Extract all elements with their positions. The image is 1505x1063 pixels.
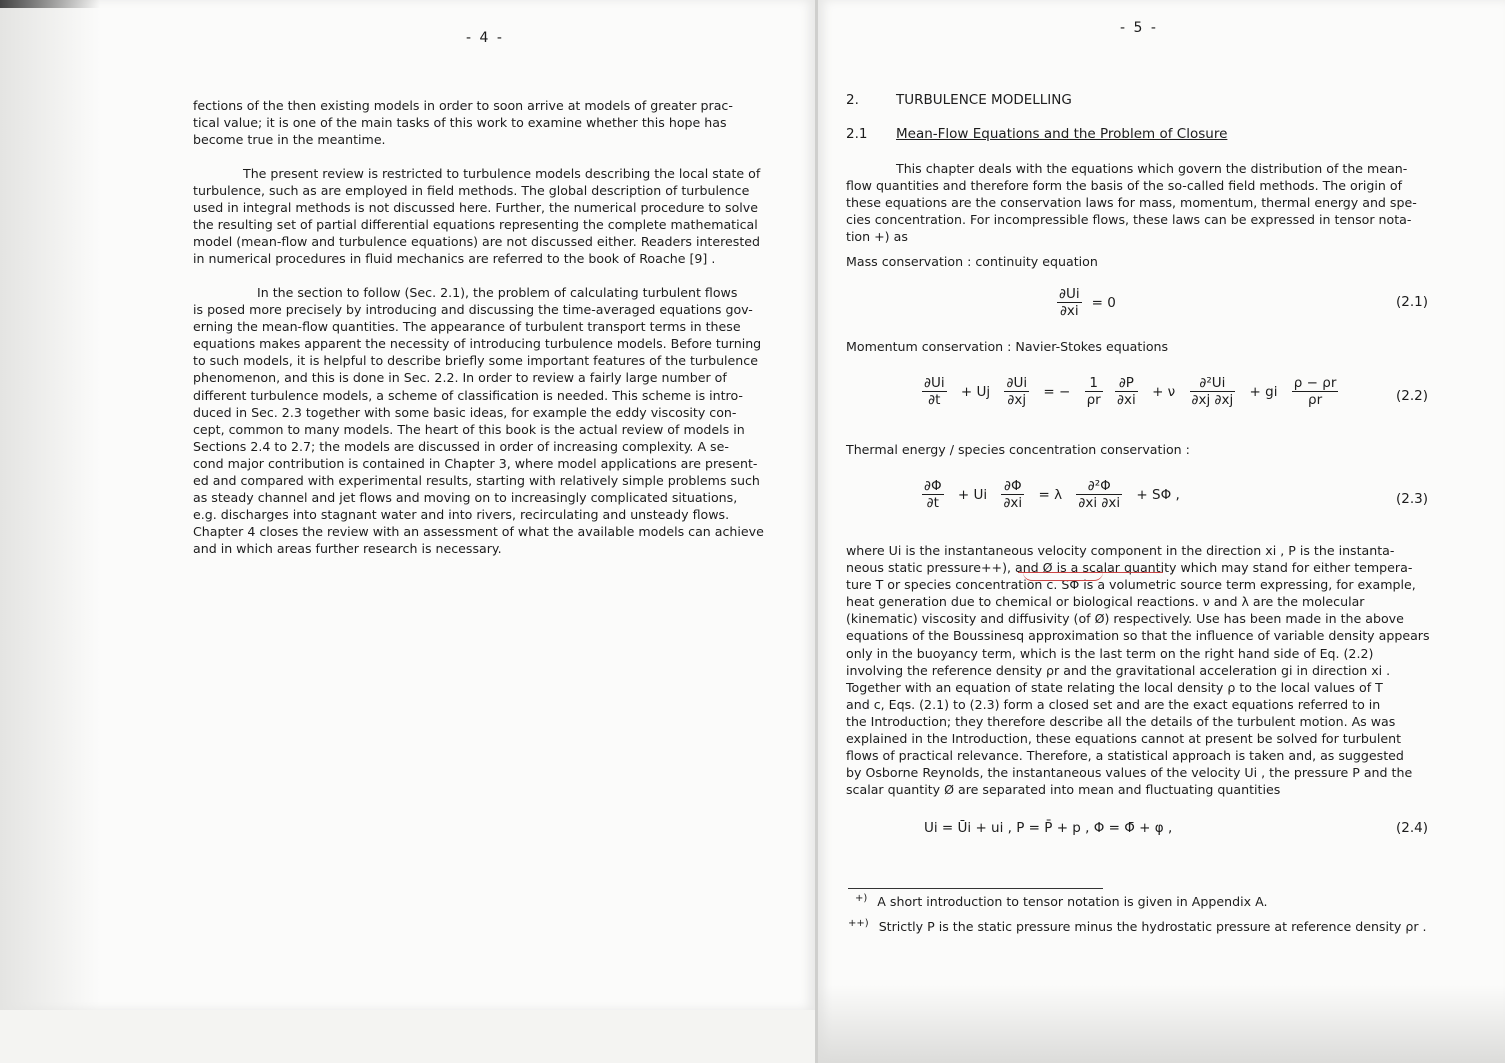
fraction: $\frac{\text{∂²Φ}}{\partial xi \partial xi}$ bbox=[1078, 478, 1121, 511]
text-line: cies concentration. For incompressible flows, these laws can be expressed in tensor nota- bbox=[846, 212, 1412, 228]
text-line: become true in the meantime. bbox=[193, 132, 386, 148]
text-line: Sections 2.4 to 2.7; the models are discussed in order of increasing complexity. A se- bbox=[193, 438, 729, 454]
fraction: $\frac{\text{∂²Ui}}{\partial xj \partial xj}$ bbox=[1191, 375, 1234, 408]
operator: + SΦ , bbox=[1136, 486, 1180, 503]
right-page bbox=[818, 0, 1505, 1063]
operator: + Ui bbox=[957, 486, 988, 503]
mass-conservation-label: Mass conservation : continuity equation bbox=[846, 254, 1098, 269]
section-heading bbox=[846, 92, 1072, 108]
scan-bottom-shadow bbox=[818, 985, 1505, 1063]
text-line: only in the buoyancy term, which is the last term on the right hand side of Eq. (2.2) bbox=[846, 645, 1374, 661]
body-paragraph bbox=[846, 542, 1430, 798]
text-line: cept, common to many models. The heart of this book is the actual review of models in bbox=[193, 421, 745, 437]
text-line: these equations are the conservation laws for mass, momentum, thermal energy and spe- bbox=[846, 195, 1417, 211]
section-title: TURBULENCE MODELLING bbox=[896, 92, 1072, 108]
fraction: $\frac{\partial Ui}{\partial t}$ bbox=[924, 375, 945, 408]
paragraph-1 bbox=[193, 97, 733, 148]
text-line: In the section to follow (Sec. 2.1), the problem of calculating turbulent flows bbox=[257, 285, 738, 300]
operator: + Uj bbox=[960, 383, 991, 400]
fraction: $\frac{\partial\Phi}{\partial t}$ bbox=[924, 478, 942, 511]
fraction: $\frac{\partial Ui}{\partial xj}$ bbox=[1006, 375, 1028, 408]
text-line: The present review is restricted to turbulence models describing the local state of bbox=[243, 166, 761, 181]
text-line: ture T or species concentration c. SΦ is a volumetric source term expressing, for example, bbox=[846, 577, 1416, 593]
footnote-mark: ++) bbox=[848, 918, 869, 929]
equation-2-3 bbox=[918, 478, 1186, 511]
text-line: e.g. discharges into stagnant water and into rivers, recirculating and unsteady flows. bbox=[193, 507, 730, 523]
page-edge-shadow bbox=[0, 0, 100, 1010]
momentum-conservation-label: Momentum conservation : Navier-Stokes equations bbox=[846, 339, 1169, 354]
scan-corner-shadow bbox=[0, 0, 100, 8]
text-line: equations makes apparent the necessity of introducing turbulence models. Before turning bbox=[193, 336, 762, 352]
text-line: tion +) as bbox=[846, 229, 908, 245]
text-line: equations of the Boussinesq approximation so that the influence of variable density appears bbox=[846, 628, 1430, 644]
text-line: the resulting set of partial differential equations representing the complete mathematical bbox=[193, 217, 758, 233]
text-line: Together with an equation of state relating the local density ρ to the local values of T bbox=[846, 679, 1383, 695]
subsection-heading bbox=[846, 126, 1227, 142]
text-line: tical value; it is one of the main tasks of this work to examine whether this hope has bbox=[193, 115, 727, 131]
thermal-conservation-label: Thermal energy / species concentration conservation : bbox=[846, 442, 1190, 457]
footnote-text: Strictly P is the static pressure minus the hydrostatic pressure at reference density ρr . bbox=[878, 919, 1427, 935]
text-line: in numerical procedures in fluid mechanics are referred to the book of Roache [9] . bbox=[193, 251, 716, 267]
text-line: different turbulence models, a scheme of classification is needed. This scheme is intro- bbox=[193, 387, 743, 403]
section-number: 2. bbox=[846, 92, 859, 108]
operator: + gi bbox=[1249, 383, 1278, 400]
text-line: ed and compared with experimental results, starting with relatively simple problems such bbox=[193, 473, 760, 489]
text-line: This chapter deals with the equations which govern the distribution of the mean- bbox=[896, 161, 1408, 176]
fraction: $\frac{\rho - \rho r}{\rho r}$ bbox=[1293, 375, 1337, 408]
text-line: as steady channel and jet flows and moving on to increasingly complicated situations, bbox=[193, 490, 738, 506]
paragraph-3 bbox=[193, 284, 764, 558]
text-line: Chapter 4 closes the review with an assessment of what the available models can achieve bbox=[193, 524, 764, 540]
text-line: flow quantities and therefore form the basis of the so-called field methods. The origin of bbox=[846, 178, 1403, 194]
footnote-mark: +) bbox=[855, 893, 868, 904]
intro-paragraph bbox=[846, 160, 1417, 245]
paragraph-2 bbox=[193, 165, 760, 268]
fraction: $\frac{1}{\rho r}$ bbox=[1086, 375, 1101, 408]
subsection-number: 2.1 bbox=[846, 126, 868, 142]
text-line: explained in the Introduction, these equations cannot at present be solved for turbulent bbox=[846, 731, 1402, 747]
text-line: and in which areas further research is necessary. bbox=[193, 541, 502, 557]
fraction: $\frac{\partial P}{\partial xi}$ bbox=[1117, 375, 1136, 408]
text-line: is posed more precisely by introducing and discussing the time-averaged equations gov- bbox=[193, 302, 753, 318]
text-line: to such models, it is helpful to describe briefly some important features of the turbulence bbox=[193, 353, 758, 369]
subsection-title: Mean-Flow Equations and the Problem of Closure bbox=[896, 126, 1228, 142]
footnote-1 bbox=[855, 893, 1267, 909]
footnote-rule bbox=[848, 888, 1103, 889]
text-line: fections of the then existing models in order to soon arrive at models of greater prac- bbox=[193, 98, 733, 113]
page-number-left: - 4 - bbox=[466, 30, 504, 46]
pen-arc-mark bbox=[1023, 572, 1103, 581]
text-line: model (mean-flow and turbulence equations) are not discussed either. Readers interested bbox=[193, 234, 761, 250]
fraction: $\frac{\partial\Phi}{\partial xi}$ bbox=[1003, 478, 1023, 511]
operator: + ν bbox=[1152, 383, 1176, 400]
text-line: by Osborne Reynolds, the instantaneous values of the velocity Ui , the pressure P and the bbox=[846, 765, 1413, 781]
footnote-2 bbox=[848, 918, 1427, 934]
page-number-right: - 5 - bbox=[1120, 20, 1158, 36]
text-line: (kinematic) viscosity and diffusivity (of Ø) respectively. Use has been made in the above bbox=[846, 611, 1404, 627]
text-line: involving the reference density ρr and the gravitational acceleration gi in direction xi . bbox=[846, 662, 1391, 678]
text-line: erning the mean-flow quantities. The appearance of turbulent transport terms in these bbox=[193, 319, 741, 335]
text-line: and c, Eqs. (2.1) to (2.3) form a closed set and are the exact equations referred to in bbox=[846, 696, 1381, 712]
text-line: duced in Sec. 2.3 together with some basic ideas, for example the eddy viscosity con- bbox=[193, 404, 737, 420]
equation-number: (2.2) bbox=[1396, 388, 1429, 404]
operator: = λ bbox=[1038, 486, 1063, 503]
equation-number: (2.1) bbox=[1396, 294, 1429, 310]
text-line: neous static pressure++), and Ø is a scalar quantity which may stand for either tempera- bbox=[846, 560, 1413, 576]
text-line: the Introduction; they therefore describe all the details of the turbulent motion. As was bbox=[846, 713, 1396, 729]
text-line: phenomenon, and this is done in Sec. 2.2. In order to review a fairly large number of bbox=[193, 370, 727, 386]
equation-2-1 bbox=[1053, 286, 1122, 319]
equation-2-4: Ui = Ūi + ui , P = P̄ + p , Φ = Φ̄ + φ , bbox=[924, 820, 1173, 836]
equation-2-2 bbox=[918, 375, 1342, 408]
equation-rhs: = 0 bbox=[1091, 294, 1116, 311]
text-line: cond major contribution is contained in Chapter 3, where model applications are present- bbox=[193, 455, 758, 471]
fraction: $\frac{\partial Ui}{\partial xi}$ bbox=[1059, 286, 1080, 319]
text-line: scalar quantity Ø are separated into mean and fluctuating quantities bbox=[846, 782, 1281, 798]
text-line: flows of practical relevance. Therefore, a statistical approach is taken and, as suggested bbox=[846, 748, 1404, 764]
text-line: turbulence, such as are employed in field methods. The global description of turbulence bbox=[193, 183, 750, 199]
equation-number: (2.3) bbox=[1396, 491, 1429, 507]
text-line: where Ui is the instantaneous velocity component in the direction xi , P is the instanta- bbox=[846, 543, 1395, 558]
text-line: heat generation due to chemical or biological reactions. ν and λ are the molecular bbox=[846, 594, 1365, 610]
text-line: used in integral methods is not discussed here. Further, the numerical procedure to solve bbox=[193, 200, 758, 216]
footnote-text: A short introduction to tensor notation is given in Appendix A. bbox=[877, 894, 1268, 910]
operator: = − bbox=[1043, 383, 1071, 400]
equation-number: (2.4) bbox=[1396, 820, 1429, 836]
